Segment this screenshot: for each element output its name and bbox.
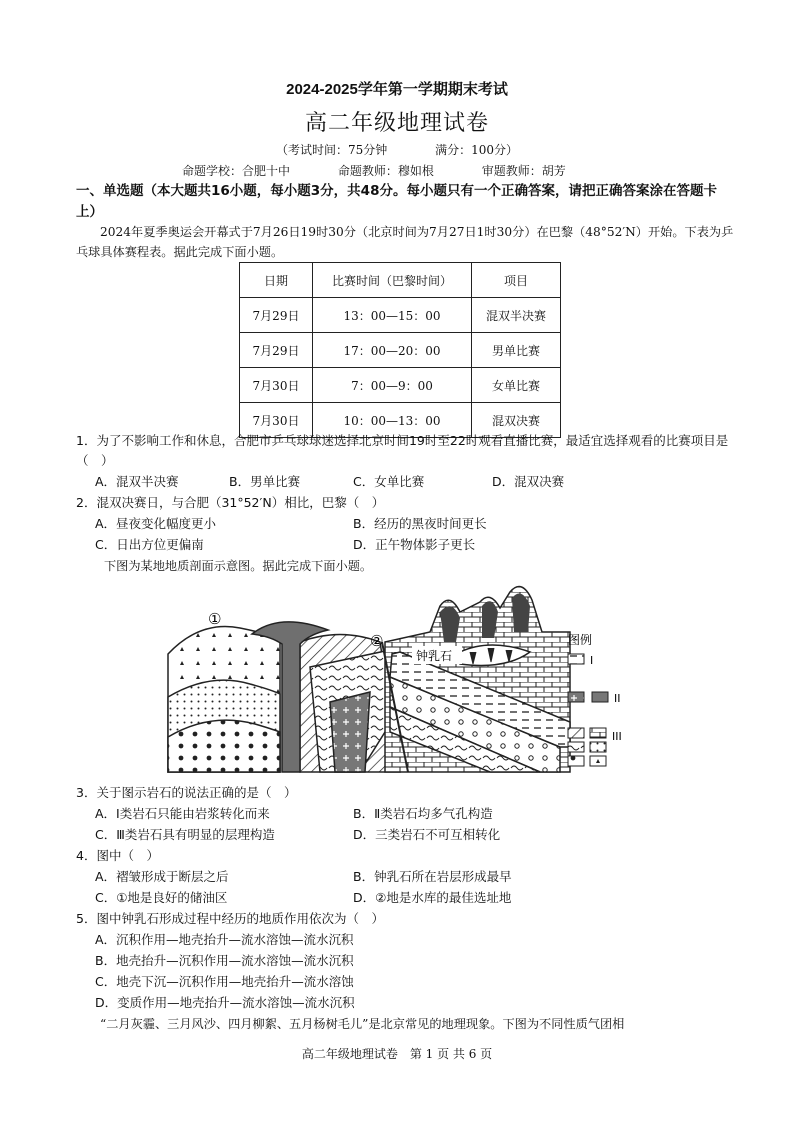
q5-option-b[interactable]: B．地壳抬升—沉积作用—流水溶蚀—流水沉积 — [95, 953, 354, 968]
table-cell: 7月29日 — [240, 298, 313, 333]
table-cell: 17：00—20：00 — [313, 333, 472, 368]
table-cell: 10：00—13：00 — [313, 403, 472, 438]
q5-option-d[interactable]: D．变质作用—地壳抬升—流水溶蚀—流水沉积 — [95, 995, 355, 1010]
question-4-stem: 4．图中（ ） — [76, 848, 159, 863]
table-cell: 混双半决赛 — [472, 298, 561, 333]
table-row — [240, 368, 561, 403]
page-footer: 高二年级地理试卷 第 1 页 共 6 页 — [301, 1047, 493, 1061]
question-3-stem: 3．关于图示岩石的说法正确的是（ ） — [76, 785, 297, 800]
exam-info — [0, 141, 794, 158]
question-2-stem: 2．混双决赛日，与合肥（31°52′N）相比，巴黎（ ） — [76, 495, 385, 510]
exam-title: 2024-2025学年第一学期期末考试 — [286, 81, 508, 98]
legend-iii-swatch-4 — [590, 742, 606, 752]
q3-option-c[interactable]: C．Ⅲ类岩石具有明显的层理构造 — [95, 827, 275, 842]
column-header: 比赛时间（巴黎时间） — [313, 263, 472, 298]
author-info — [182, 162, 610, 179]
schedule-table — [239, 262, 561, 438]
question-1-stem: 1．为了不影响工作和休息，合肥市乒乓球球迷选择北京时间19时至22时观看直播比赛，最适宜选择观看的比赛项目是（ ） — [76, 433, 729, 468]
location-2-label: ② — [370, 632, 384, 650]
legend-iii-swatch-6 — [590, 756, 606, 766]
q4-option-d[interactable]: D．②地是水库的最佳选址地 — [353, 890, 512, 905]
q4-option-a[interactable]: A．褶皱形成于断层之后 — [95, 869, 229, 884]
column-header: 项目 — [472, 263, 561, 298]
intro-geology: 下图为某地地质剖面示意图。据此完成下面小题。 — [104, 559, 373, 573]
legend-iii-swatch-1 — [568, 728, 584, 738]
table-cell: 7月30日 — [240, 368, 313, 403]
table-row — [240, 333, 561, 368]
intro-beijing: “二月灰霾、三月风沙、四月柳絮、五月杨树毛儿”是北京常见的地理现象。下图为不同性质气团相 — [100, 1017, 625, 1031]
q1-option-a[interactable]: A．混双半决赛 — [95, 474, 179, 489]
q3-option-a[interactable]: A．Ⅰ类岩石只能由岩浆转化而来 — [95, 806, 270, 821]
legend-ii-swatch-1 — [568, 692, 584, 702]
q1-option-d[interactable]: D．混双决赛 — [492, 474, 565, 489]
reviewer: 审题教师：胡芳 — [481, 164, 566, 178]
q1-option-c[interactable]: C．女单比赛 — [353, 474, 425, 489]
stalactite-label: 钟乳石 — [416, 649, 453, 663]
q2-option-d[interactable]: D．正午物体影子更长 — [353, 537, 476, 552]
table-cell: 7月30日 — [240, 403, 313, 438]
exam-time: （考试时间：75分钟 — [275, 143, 388, 157]
intro-olympics: 2024年夏季奥运会开幕式于7月26日19时30分（北京时间为7月27日1时30分）在巴黎（48°52′N）开始。下表为乒乓球具体赛程表。据此完成下面小题。 — [76, 225, 734, 259]
geological-profile-diagram — [160, 572, 640, 782]
q2-option-c[interactable]: C．日出方位更偏南 — [95, 537, 204, 552]
table-cell: 女单比赛 — [472, 368, 561, 403]
legend-iii-swatch-3 — [568, 742, 584, 752]
legend-ii-swatch-2 — [592, 692, 608, 702]
legend-ii-label: II — [614, 692, 621, 705]
q4-option-b[interactable]: B．钟乳石所在岩层形成最早 — [353, 869, 512, 884]
q5-option-a[interactable]: A．沉积作用—地壳抬升—流水溶蚀—流水沉积 — [95, 932, 354, 947]
table-cell: 男单比赛 — [472, 333, 561, 368]
q4-option-c[interactable]: C．①地是良好的储油区 — [95, 890, 228, 905]
paper-title: 高二年级地理试卷 — [304, 111, 489, 136]
q1-option-b[interactable]: B．男单比赛 — [229, 474, 301, 489]
legend-i-swatch — [568, 654, 584, 664]
q5-option-c[interactable]: C．地壳下沉—沉积作用—地壳抬升—流水溶蚀 — [95, 974, 354, 989]
legend-iii-label: III — [612, 730, 622, 743]
question-5-stem: 5．图中钟乳石形成过程中经历的地质作用依次为（ ） — [76, 911, 384, 926]
table-header-row — [240, 263, 561, 298]
column-header: 日期 — [240, 263, 313, 298]
q3-option-d[interactable]: D．三类岩石不可互相转化 — [353, 827, 501, 842]
full-score: 满分：100分） — [435, 143, 518, 157]
location-1-label: ① — [208, 610, 222, 628]
legend-title: 图例 — [568, 633, 593, 647]
table-cell: 7月29日 — [240, 333, 313, 368]
q3-option-b[interactable]: B．Ⅱ类岩石均多气孔构造 — [353, 806, 493, 821]
table-cell: 7：00—9：00 — [313, 368, 472, 403]
table-cell: 13：00—15：00 — [313, 298, 472, 333]
legend-i-label: I — [590, 654, 594, 667]
table-row — [240, 298, 561, 333]
legend-iii-swatch-2 — [590, 728, 606, 738]
legend-iii-swatch-5 — [568, 756, 584, 766]
q2-option-a[interactable]: A．昼夜变化幅度更小 — [95, 516, 217, 531]
section-heading: 一、单选题（本大题共16小题，每小题3分，共48分。每小题只有一个正确答案，请把正确答案涂在答题卡上） — [76, 183, 717, 220]
q2-option-b[interactable]: B．经历的黑夜时间更长 — [353, 516, 487, 531]
teacher: 命题教师：穆如根 — [337, 164, 434, 178]
table-cell: 混双决赛 — [472, 403, 561, 438]
school: 命题学校：合肥十中 — [182, 164, 291, 178]
